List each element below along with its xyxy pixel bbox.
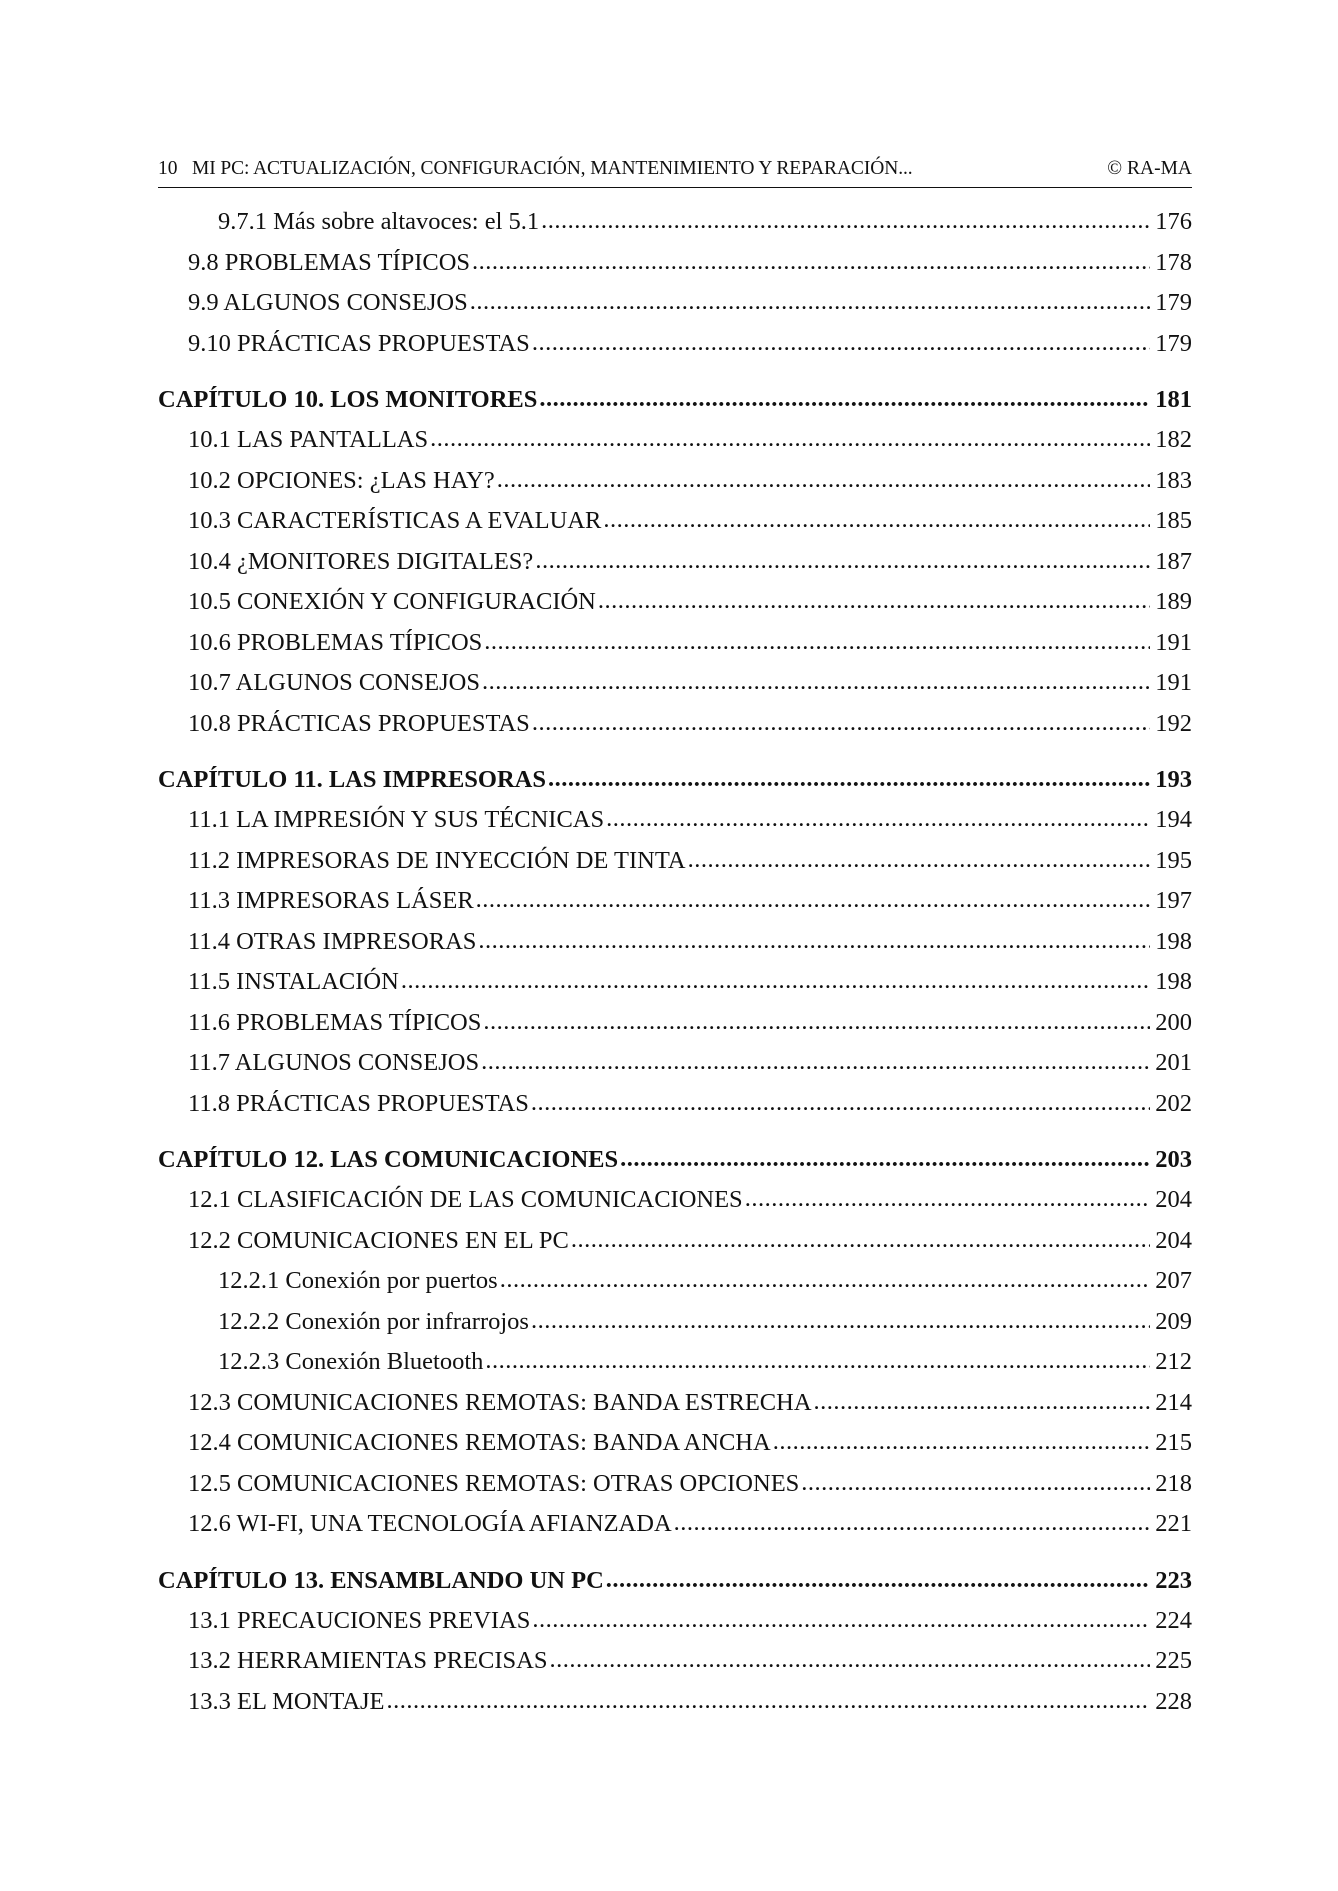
dot-leader <box>472 248 1150 276</box>
toc-section-entry <box>158 1186 1192 1227</box>
toc-entry-label: 11.6 PROBLEMAS TÍPICOS <box>188 1008 482 1036</box>
toc-entry-page: 202 <box>1155 1089 1192 1117</box>
dot-leader <box>606 1566 1150 1594</box>
toc-entry-page: 209 <box>1155 1307 1192 1335</box>
toc-section-entry <box>158 669 1192 710</box>
toc-entry-label: 12.2 COMUNICACIONES EN EL PC <box>188 1226 569 1254</box>
toc-entry-label: 11.4 OTRAS IMPRESORAS <box>188 927 477 955</box>
dot-leader <box>549 1646 1150 1674</box>
toc-entry-page: 192 <box>1155 709 1192 737</box>
toc-entry-label: 12.2.2 Conexión por infrarrojos <box>218 1307 529 1335</box>
toc-entry-label: CAPÍTULO 11. LAS IMPRESORAS <box>158 766 546 793</box>
toc-entry-page: 181 <box>1155 386 1192 413</box>
toc-entry-page: 203 <box>1155 1146 1192 1173</box>
dot-leader <box>481 1048 1150 1076</box>
toc-entry-page: 218 <box>1155 1469 1192 1497</box>
dot-leader <box>745 1185 1150 1213</box>
toc-chapter-entry <box>158 766 1192 806</box>
toc-entry-label: 10.8 PRÁCTICAS PROPUESTAS <box>188 709 530 737</box>
toc-entry-page: 193 <box>1155 766 1192 793</box>
toc-entry-label: 12.6 WI-FI, UNA TECNOLOGÍA AFIANZADA <box>188 1510 672 1537</box>
toc-entry-label: 13.2 HERRAMIENTAS PRECISAS <box>188 1647 548 1674</box>
toc-entry-page: 201 <box>1155 1049 1192 1076</box>
toc-entry-label: 13.1 PRECAUCIONES PREVIAS <box>188 1606 531 1634</box>
toc-entry-page: 191 <box>1155 669 1192 696</box>
toc-entry-label: 11.2 IMPRESORAS DE INYECCIÓN DE TINTA <box>188 846 686 874</box>
dot-leader <box>606 805 1150 833</box>
toc-entry-label: 11.7 ALGUNOS CONSEJOS <box>188 1049 480 1076</box>
dot-leader <box>688 846 1150 874</box>
dot-leader <box>485 1347 1150 1375</box>
toc-entry-page: 183 <box>1155 466 1192 494</box>
toc-section-entry <box>158 1429 1192 1470</box>
toc-section-entry <box>158 330 1192 371</box>
running-header <box>158 158 1192 188</box>
toc-entry-label: 12.5 COMUNICACIONES REMOTAS: OTRAS OPCIONES <box>188 1469 800 1497</box>
dot-leader <box>483 1008 1150 1036</box>
dot-leader <box>478 927 1150 955</box>
toc-entry-page: 215 <box>1155 1429 1192 1456</box>
toc-entry-label: 11.3 IMPRESORAS LÁSER <box>188 887 474 914</box>
toc-entry-label: 10.4 ¿MONITORES DIGITALES? <box>188 547 534 575</box>
toc-entry-page: 228 <box>1155 1687 1192 1715</box>
toc-entry-label: 12.3 COMUNICACIONES REMOTAS: BANDA ESTRECHA <box>188 1388 812 1416</box>
toc-entry-page: 198 <box>1155 927 1192 955</box>
toc-subsection-entry <box>158 208 1192 249</box>
dot-leader <box>531 1307 1150 1335</box>
toc-section-entry <box>158 629 1192 670</box>
toc-entry-page: 214 <box>1155 1388 1192 1416</box>
dot-leader <box>773 1428 1150 1456</box>
toc-subsection-entry <box>158 1267 1192 1308</box>
toc-chapter-entry <box>158 1567 1192 1607</box>
toc-section-entry <box>158 1607 1192 1648</box>
toc-section-entry <box>158 1510 1192 1551</box>
page-number: 10 <box>158 158 178 179</box>
publisher-mark: © RA-MA <box>1107 158 1192 179</box>
toc-subsection-entry <box>158 1308 1192 1349</box>
toc-entry-page: 176 <box>1155 208 1192 235</box>
toc-entry-page: 221 <box>1155 1510 1192 1537</box>
toc-entry-page: 195 <box>1155 846 1192 874</box>
toc-entry-page: 212 <box>1155 1348 1192 1375</box>
dot-leader <box>674 1509 1150 1537</box>
toc-entry-page: 185 <box>1155 507 1192 534</box>
toc-entry-page: 200 <box>1155 1008 1192 1036</box>
dot-leader <box>532 709 1150 737</box>
toc-entry-page: 207 <box>1155 1267 1192 1294</box>
toc-entry-label: 9.8 PROBLEMAS TÍPICOS <box>188 248 471 276</box>
toc-entry-page: 225 <box>1155 1647 1192 1674</box>
toc-entry-label: 10.1 LAS PANTALLAS <box>188 426 429 453</box>
dot-leader <box>387 1687 1150 1715</box>
toc-entry-label: 10.5 CONEXIÓN Y CONFIGURACIÓN <box>188 588 596 615</box>
dot-leader <box>603 506 1150 534</box>
dot-leader <box>532 329 1150 357</box>
toc-entry-page: 179 <box>1155 289 1192 316</box>
toc-section-entry <box>158 887 1192 928</box>
toc-section-entry <box>158 1688 1192 1729</box>
dot-leader <box>532 1606 1150 1634</box>
dot-leader <box>535 547 1150 575</box>
toc-entry-label: 10.7 ALGUNOS CONSEJOS <box>188 669 481 696</box>
toc-entry-page: 182 <box>1155 426 1192 453</box>
toc-entry-label: 9.10 PRÁCTICAS PROPUESTAS <box>188 329 530 357</box>
toc-entry-page: 178 <box>1155 248 1192 276</box>
toc-entry-label: CAPÍTULO 13. ENSAMBLANDO UN PC <box>158 1566 604 1594</box>
toc-entry-page: 187 <box>1155 547 1192 575</box>
toc-chapter-entry <box>158 386 1192 426</box>
toc-entry-label: 12.1 CLASIFICACIÓN DE LAS COMUNICACIONES <box>188 1186 743 1213</box>
toc-section-entry <box>158 968 1192 1009</box>
toc-section-entry <box>158 1227 1192 1268</box>
toc-section-entry <box>158 249 1192 290</box>
toc-chapter-entry <box>158 1146 1192 1186</box>
toc-entry-label: 13.3 EL MONTAJE <box>188 1687 385 1715</box>
toc-entry-label: 9.9 ALGUNOS CONSEJOS <box>188 289 468 316</box>
toc-entry-label: 9.7.1 Más sobre altavoces: el 5.1 <box>218 208 540 235</box>
dot-leader <box>598 587 1150 615</box>
toc-entry-page: 189 <box>1155 588 1192 615</box>
toc-entry-page: 197 <box>1155 887 1192 914</box>
toc-section-entry <box>158 1470 1192 1511</box>
toc-entry-page: 198 <box>1155 968 1192 995</box>
toc-section-entry <box>158 928 1192 969</box>
dot-leader <box>531 1089 1150 1117</box>
toc-section-entry <box>158 847 1192 888</box>
toc-section-entry <box>158 426 1192 467</box>
toc-entry-label: 11.5 INSTALACIÓN <box>188 968 399 995</box>
toc-section-entry <box>158 289 1192 330</box>
toc-entry-page: 204 <box>1155 1226 1192 1254</box>
dot-leader <box>430 425 1150 453</box>
dot-leader <box>484 628 1150 656</box>
toc-section-entry <box>158 1009 1192 1050</box>
dot-leader <box>470 288 1150 316</box>
table-of-contents <box>158 208 1192 1728</box>
dot-leader <box>401 967 1150 995</box>
dot-leader <box>571 1226 1150 1254</box>
toc-section-entry <box>158 507 1192 548</box>
toc-entry-label: 10.3 CARACTERÍSTICAS A EVALUAR <box>188 507 602 534</box>
toc-entry-label: 12.2.3 Conexión Bluetooth <box>218 1348 484 1375</box>
toc-entry-page: 223 <box>1155 1566 1192 1594</box>
toc-entry-label: 12.4 COMUNICACIONES REMOTAS: BANDA ANCHA <box>188 1429 771 1456</box>
toc-entry-label: 10.2 OPCIONES: ¿LAS HAY? <box>188 466 495 494</box>
toc-entry-page: 191 <box>1155 628 1192 656</box>
dot-leader <box>539 385 1150 413</box>
toc-section-entry <box>158 548 1192 589</box>
dot-leader <box>476 886 1150 914</box>
toc-section-entry <box>158 588 1192 629</box>
toc-entry-page: 179 <box>1155 329 1192 357</box>
toc-entry-page: 224 <box>1155 1606 1192 1634</box>
dot-leader <box>801 1469 1150 1497</box>
toc-entry-label: CAPÍTULO 12. LAS COMUNICACIONES <box>158 1146 619 1173</box>
dot-leader <box>482 668 1150 696</box>
toc-entry-label: CAPÍTULO 10. LOS MONITORES <box>158 386 538 413</box>
toc-section-entry <box>158 1049 1192 1090</box>
toc-entry-label: 12.2.1 Conexión por puertos <box>218 1267 498 1294</box>
toc-subsection-entry <box>158 1348 1192 1389</box>
toc-section-entry <box>158 1090 1192 1131</box>
toc-entry-page: 194 <box>1155 806 1192 833</box>
toc-section-entry <box>158 1647 1192 1688</box>
running-title: MI PC: ACTUALIZACIÓN, CONFIGURACIÓN, MANTENIMIENTO Y REPARACIÓN... <box>192 158 913 179</box>
dot-leader <box>620 1145 1150 1173</box>
dot-leader <box>548 765 1150 793</box>
toc-entry-label: 11.8 PRÁCTICAS PROPUESTAS <box>188 1089 529 1117</box>
toc-entry-page: 204 <box>1155 1186 1192 1213</box>
toc-section-entry <box>158 806 1192 847</box>
dot-leader <box>500 1266 1150 1294</box>
book-page <box>158 158 1192 1728</box>
dot-leader <box>497 466 1150 494</box>
dot-leader <box>814 1388 1150 1416</box>
toc-entry-label: 11.1 LA IMPRESIÓN Y SUS TÉCNICAS <box>188 806 605 833</box>
toc-section-entry <box>158 467 1192 508</box>
toc-entry-label: 10.6 PROBLEMAS TÍPICOS <box>188 628 483 656</box>
toc-section-entry <box>158 1389 1192 1430</box>
toc-section-entry <box>158 710 1192 751</box>
dot-leader <box>541 207 1150 235</box>
